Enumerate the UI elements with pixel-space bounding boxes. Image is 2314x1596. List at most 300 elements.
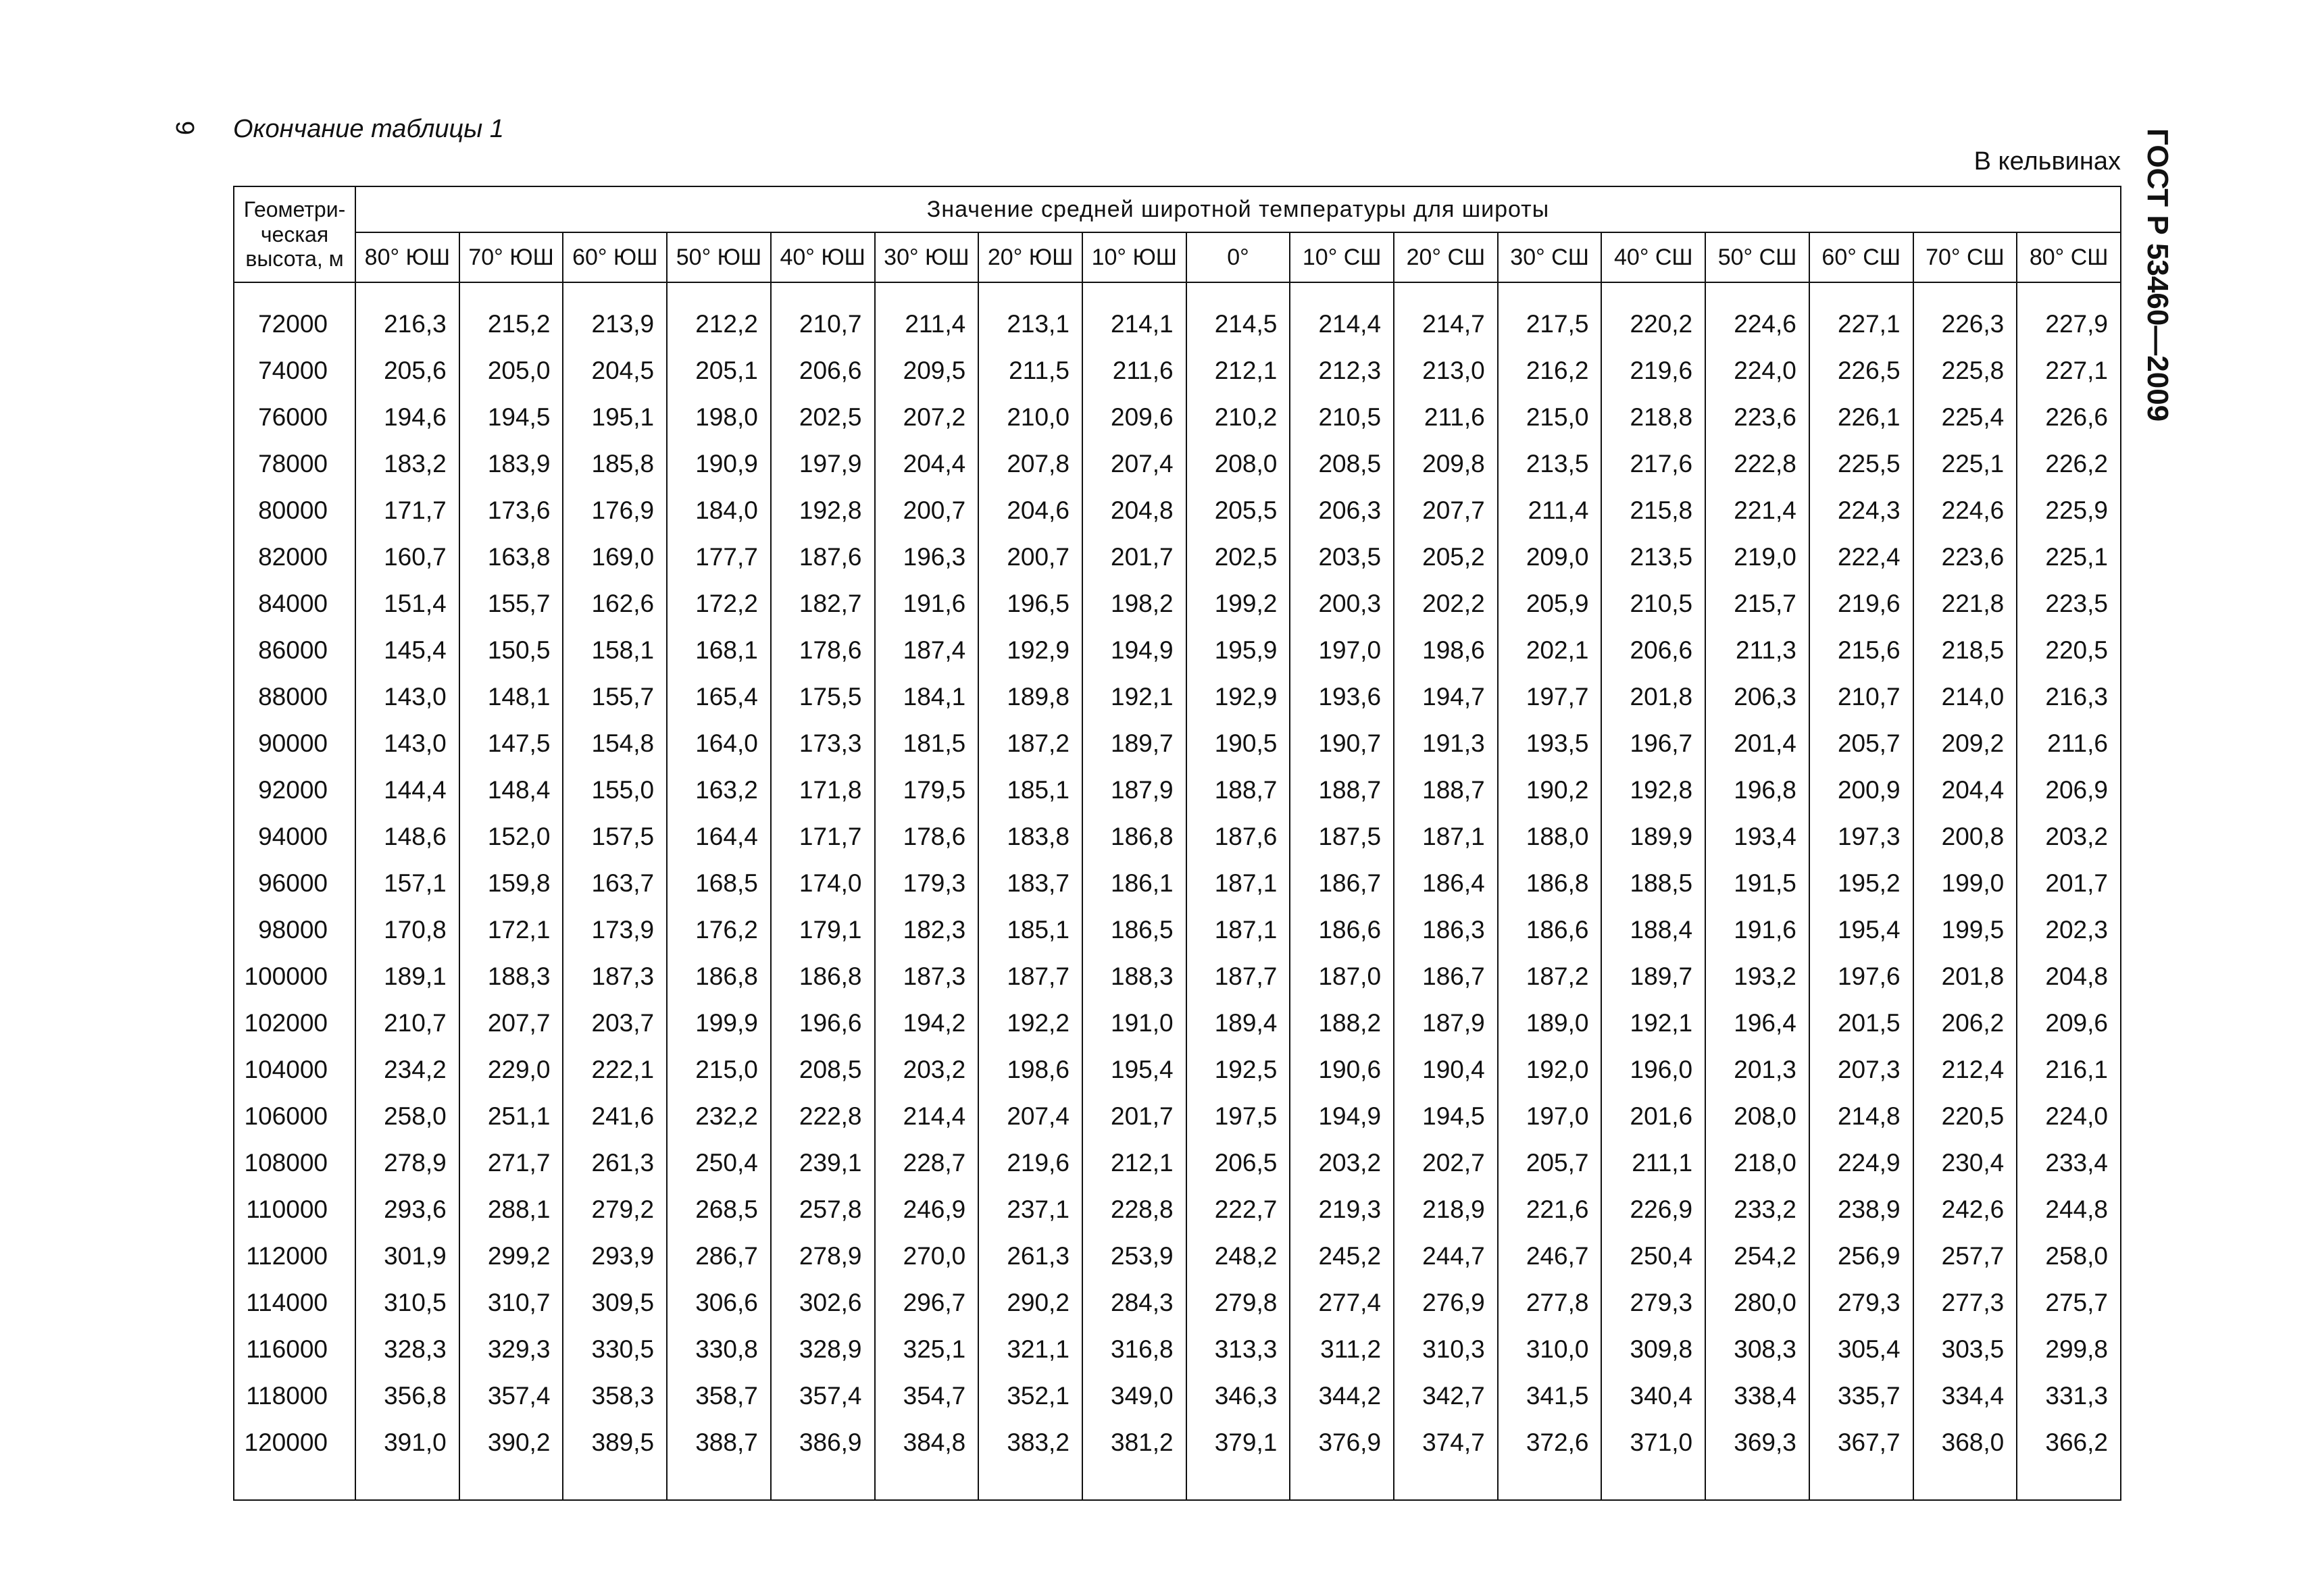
temperature-cell: 379,1 [1186,1419,1290,1466]
table-row [234,534,2121,580]
temperature-cell: 219,6 [1601,347,1705,394]
temperature-cell: 254,2 [1705,1233,1809,1279]
temperature-cell: 226,2 [2017,440,2121,487]
temperature-cell: 214,5 [1186,301,1290,347]
temperature-cell: 186,8 [771,953,875,1000]
spacer-cell [978,1466,1082,1500]
temperature-cell: 200,8 [1913,813,2017,860]
spacer-cell [1082,1466,1186,1500]
temperature-cell: 190,2 [1498,767,1602,813]
temperature-cell: 218,9 [1394,1186,1498,1233]
temperature-cell: 277,8 [1498,1279,1602,1326]
temperature-cell: 210,2 [1186,394,1290,440]
table-row [234,1000,2121,1046]
temperature-cell: 203,2 [875,1046,979,1093]
temperature-cell: 224,0 [1705,347,1809,394]
temperature-cell: 279,8 [1186,1279,1290,1326]
temperature-cell: 191,6 [875,580,979,627]
temperature-cell: 316,8 [1082,1326,1186,1372]
temperature-cell: 207,7 [459,1000,563,1046]
temperature-cell: 157,1 [355,860,459,906]
temperature-cell: 192,8 [771,487,875,534]
temperature-cell: 390,2 [459,1419,563,1466]
temperature-cell: 211,4 [875,301,979,347]
temperature-cell: 257,8 [771,1186,875,1233]
temperature-cell: 187,2 [978,720,1082,767]
temperature-cell: 205,7 [1498,1139,1602,1186]
temperature-cell: 150,5 [459,627,563,673]
temperature-cell: 155,0 [563,767,667,813]
latitude-header-row [234,232,2121,282]
temperature-cell: 219,0 [1705,534,1809,580]
temperature-cell: 232,2 [667,1093,771,1139]
temperature-cell: 338,4 [1705,1372,1809,1419]
temperature-cell: 211,6 [2017,720,2121,767]
temperature-cell: 171,7 [771,813,875,860]
height-cell: 114000 [234,1279,355,1326]
spacer-cell [875,282,979,301]
temperature-cell: 209,2 [1913,720,2017,767]
temperature-cell: 224,0 [2017,1093,2121,1139]
temperature-cell: 193,2 [1705,953,1809,1000]
temperature-cell: 158,1 [563,627,667,673]
temperature-cell: 201,3 [1705,1046,1809,1093]
temperature-cell: 334,4 [1913,1372,2017,1419]
temperature-cell: 218,0 [1705,1139,1809,1186]
temperature-cell: 215,8 [1601,487,1705,534]
temperature-cell: 182,3 [875,906,979,953]
table-row [234,301,2121,347]
latitude-header: 0° [1186,232,1290,282]
temperature-cell: 221,8 [1913,580,2017,627]
temperature-cell: 192,2 [978,1000,1082,1046]
temperature-cell: 293,6 [355,1186,459,1233]
temperature-cell: 205,6 [355,347,459,394]
temperature-cell: 196,7 [1601,720,1705,767]
temperature-cell: 202,3 [2017,906,2121,953]
temperature-cell: 183,7 [978,860,1082,906]
temperature-cell: 223,5 [2017,580,2121,627]
temperature-cell: 205,9 [1498,580,1602,627]
temperature-cell: 268,5 [667,1186,771,1233]
temperature-cell: 227,1 [1809,301,1913,347]
temperature-cell: 221,6 [1498,1186,1602,1233]
temperature-cell: 201,6 [1601,1093,1705,1139]
spacer-cell [1498,282,1602,301]
temperature-cell: 194,2 [875,1000,979,1046]
temperature-cell: 191,3 [1394,720,1498,767]
temperature-cell: 188,2 [1290,1000,1394,1046]
temperature-cell: 309,8 [1601,1326,1705,1372]
temperature-cell: 198,2 [1082,580,1186,627]
temperature-cell: 293,9 [563,1233,667,1279]
temperature-cell: 193,4 [1705,813,1809,860]
temperature-cell: 227,9 [2017,301,2121,347]
temperature-cell: 371,0 [1601,1419,1705,1466]
height-cell: 118000 [234,1372,355,1419]
temperature-cell: 187,3 [875,953,979,1000]
temperature-cell: 155,7 [563,673,667,720]
temperature-cell: 216,3 [355,301,459,347]
temperature-cell: 186,1 [1082,860,1186,906]
temperature-cell: 270,0 [875,1233,979,1279]
height-cell: 104000 [234,1046,355,1093]
temperature-cell: 187,7 [978,953,1082,1000]
temperature-cell: 187,6 [1186,813,1290,860]
temperature-cell: 310,5 [355,1279,459,1326]
temperature-cell: 204,5 [563,347,667,394]
temperature-cell: 308,3 [1705,1326,1809,1372]
temperature-cell: 210,7 [355,1000,459,1046]
temperature-cell: 233,4 [2017,1139,2121,1186]
temperature-cell: 208,5 [1290,440,1394,487]
temperature-cell: 277,3 [1913,1279,2017,1326]
temperature-cell: 194,6 [355,394,459,440]
temperature-cell: 208,0 [1705,1093,1809,1139]
temperature-cell: 202,5 [771,394,875,440]
temperature-cell: 386,9 [771,1419,875,1466]
latitude-header: 20° ЮШ [978,232,1082,282]
temperature-cell: 217,6 [1601,440,1705,487]
temperature-cell: 296,7 [875,1279,979,1326]
temperature-cell: 222,1 [563,1046,667,1093]
height-cell: 78000 [234,440,355,487]
height-cell: 100000 [234,953,355,1000]
temperature-cell: 310,0 [1498,1326,1602,1372]
table-row [234,1279,2121,1326]
height-cell: 102000 [234,1000,355,1046]
temperature-cell: 213,1 [978,301,1082,347]
table-row [234,860,2121,906]
spacer-cell [1186,282,1290,301]
temperature-cell: 203,2 [1290,1139,1394,1186]
temperature-cell: 214,7 [1394,301,1498,347]
temperature-cell: 186,6 [1498,906,1602,953]
temperature-cell: 313,3 [1186,1326,1290,1372]
temperature-cell: 328,3 [355,1326,459,1372]
temperature-cell: 188,5 [1601,860,1705,906]
temperature-cell: 173,9 [563,906,667,953]
height-cell: 76000 [234,394,355,440]
temperature-cell: 194,9 [1290,1093,1394,1139]
temperature-cell: 241,6 [563,1093,667,1139]
spacer-cell [1913,1466,2017,1500]
temperature-cell: 329,3 [459,1326,563,1372]
temperature-cell: 251,1 [459,1093,563,1139]
temperature-cell: 310,3 [1394,1326,1498,1372]
latitude-group-header: Значение средней широтной температуры для широты [355,186,2121,232]
table-row [234,1372,2121,1419]
height-cell: 120000 [234,1419,355,1466]
latitude-header: 80° СШ [2017,232,2121,282]
temperature-cell: 199,5 [1913,906,2017,953]
temperature-cell: 340,4 [1601,1372,1705,1419]
temperature-cell: 209,5 [875,347,979,394]
temperature-cell: 194,9 [1082,627,1186,673]
temperature-cell: 201,5 [1809,1000,1913,1046]
temperature-cell: 261,3 [978,1233,1082,1279]
temperature-cell: 227,1 [2017,347,2121,394]
table-row [234,347,2121,394]
spacer-cell [234,1466,355,1500]
temperature-cell: 191,5 [1705,860,1809,906]
temperature-cell: 188,0 [1498,813,1602,860]
temperature-cell: 330,8 [667,1326,771,1372]
temperature-cell: 352,1 [978,1372,1082,1419]
temperature-cell: 368,0 [1913,1419,2017,1466]
temperature-cell: 207,3 [1809,1046,1913,1093]
table-row [234,813,2121,860]
temperature-cell: 230,4 [1913,1139,2017,1186]
spacer-cell [771,1466,875,1500]
temperature-cell: 199,0 [1913,860,2017,906]
temperature-cell: 190,6 [1290,1046,1394,1093]
temperature-cell: 206,3 [1290,487,1394,534]
temperature-cell: 384,8 [875,1419,979,1466]
temperature-cell: 185,1 [978,767,1082,813]
spacer-cell [1601,1466,1705,1500]
latitude-header: 50° СШ [1705,232,1809,282]
temperature-cell: 187,7 [1186,953,1290,1000]
temperature-cell: 225,9 [2017,487,2121,534]
temperature-cell: 178,6 [875,813,979,860]
table-row [234,720,2121,767]
spacer-cell [1290,282,1394,301]
temperature-cell: 205,0 [459,347,563,394]
temperature-cell: 177,7 [667,534,771,580]
temperature-cell: 284,3 [1082,1279,1186,1326]
temperature-cell: 171,7 [355,487,459,534]
temperature-cell: 211,1 [1601,1139,1705,1186]
temperature-cell: 198,0 [667,394,771,440]
height-cell: 74000 [234,347,355,394]
temperature-cell: 194,5 [459,394,563,440]
temperature-cell: 278,9 [771,1233,875,1279]
temperature-cell: 183,8 [978,813,1082,860]
temperature-cell: 276,9 [1394,1279,1498,1326]
temperature-cell: 188,7 [1186,767,1290,813]
temperature-cell: 184,1 [875,673,979,720]
temperature-cell: 187,3 [563,953,667,1000]
temperature-cell: 233,2 [1705,1186,1809,1233]
temperature-cell: 181,5 [875,720,979,767]
height-cell: 88000 [234,673,355,720]
temperature-cell: 388,7 [667,1419,771,1466]
temperature-cell: 222,4 [1809,534,1913,580]
temperature-cell: 207,2 [875,394,979,440]
temperature-cell: 200,9 [1809,767,1913,813]
spacer-cell [667,1466,771,1500]
temperature-cell: 179,5 [875,767,979,813]
height-cell: 106000 [234,1093,355,1139]
table-row [234,580,2121,627]
table-body [234,282,2121,1500]
temperature-cell: 214,4 [1290,301,1394,347]
spacer-cell [771,282,875,301]
standard-code: ГОСТ Р 53460—2009 [2141,128,2174,422]
height-header-line: высота, м [245,247,344,272]
temperature-cell: 213,5 [1601,534,1705,580]
temperature-cell: 192,9 [1186,673,1290,720]
temperature-cell: 366,2 [2017,1419,2121,1466]
temperature-cell: 224,6 [1705,301,1809,347]
temperature-cell: 144,4 [355,767,459,813]
spacer-cell [1186,1466,1290,1500]
temperature-cell: 310,7 [459,1279,563,1326]
temperature-cell: 193,6 [1290,673,1394,720]
temperature-cell: 148,6 [355,813,459,860]
temperature-cell: 192,5 [1186,1046,1290,1093]
temperature-cell: 239,1 [771,1139,875,1186]
temperature-cell: 246,7 [1498,1233,1602,1279]
temperature-cell: 271,7 [459,1139,563,1186]
temperature-cell: 226,6 [2017,394,2121,440]
temperature-cell: 330,5 [563,1326,667,1372]
spacer-cell [2017,1466,2121,1500]
temperature-cell: 196,5 [978,580,1082,627]
temperature-cell: 189,7 [1082,720,1186,767]
spacer-cell [667,282,771,301]
temperature-cell: 194,5 [1394,1093,1498,1139]
temperature-cell: 145,4 [355,627,459,673]
temperature-cell: 186,5 [1082,906,1186,953]
temperature-cell: 219,6 [978,1139,1082,1186]
temperature-cell: 173,6 [459,487,563,534]
temperature-cell: 202,2 [1394,580,1498,627]
temperature-cell: 195,2 [1809,860,1913,906]
temperature-cell: 358,7 [667,1372,771,1419]
temperature-cell: 159,8 [459,860,563,906]
height-header-line: Геометри- [243,197,346,222]
temperature-cell: 172,2 [667,580,771,627]
temperature-cell: 207,4 [978,1093,1082,1139]
temperature-cell: 219,3 [1290,1186,1394,1233]
table-row [234,906,2121,953]
temperature-cell: 189,1 [355,953,459,1000]
temperature-cell: 189,4 [1186,1000,1290,1046]
temperature-cell: 148,4 [459,767,563,813]
temperature-cell: 209,6 [1082,394,1186,440]
temperature-cell: 356,8 [355,1372,459,1419]
temperature-cell: 187,5 [1290,813,1394,860]
temperature-cell: 245,2 [1290,1233,1394,1279]
spacer-cell [1498,1466,1602,1500]
temperature-cell: 279,2 [563,1186,667,1233]
table-row [234,1186,2121,1233]
temperature-cell: 206,5 [1186,1139,1290,1186]
spacer-cell [1809,282,1913,301]
temperature-cell: 165,4 [667,673,771,720]
temperature-cell: 223,6 [1705,394,1809,440]
temperature-cell: 331,3 [2017,1372,2121,1419]
temperature-cell: 163,7 [563,860,667,906]
temperature-cell: 187,0 [1290,953,1394,1000]
table-row [234,440,2121,487]
temperature-cell: 303,5 [1913,1326,2017,1372]
temperature-cell: 372,6 [1498,1419,1602,1466]
temperature-cell: 214,0 [1913,673,2017,720]
temperature-cell: 205,5 [1186,487,1290,534]
temperature-cell: 212,4 [1913,1046,2017,1093]
spacer-cell [459,1466,563,1500]
temperature-cell: 275,7 [2017,1279,2121,1326]
temperature-cell: 221,4 [1705,487,1809,534]
temperature-cell: 186,4 [1394,860,1498,906]
temperature-cell: 242,6 [1913,1186,2017,1233]
temperature-cell: 222,8 [1705,440,1809,487]
temperature-cell: 187,1 [1394,813,1498,860]
temperature-cell: 187,9 [1394,1000,1498,1046]
temperature-cell: 187,6 [771,534,875,580]
table-row [234,627,2121,673]
temperature-cell: 288,1 [459,1186,563,1233]
temperature-cell: 151,4 [355,580,459,627]
temperature-cell: 278,9 [355,1139,459,1186]
temperature-cell: 179,1 [771,906,875,953]
temperature-cell: 226,3 [1913,301,2017,347]
temperature-cell: 229,0 [459,1046,563,1093]
temperature-cell: 344,2 [1290,1372,1394,1419]
temperature-cell: 202,5 [1186,534,1290,580]
temperature-cell: 190,4 [1394,1046,1498,1093]
temperature-cell: 212,1 [1186,347,1290,394]
temperature-cell: 190,5 [1186,720,1290,767]
temperature-cell: 184,0 [667,487,771,534]
temperature-cell: 186,8 [1082,813,1186,860]
height-cell: 80000 [234,487,355,534]
temperature-cell: 197,5 [1186,1093,1290,1139]
temperature-cell: 210,5 [1601,580,1705,627]
temperature-cell: 349,0 [1082,1372,1186,1419]
temperature-cell: 186,8 [1498,860,1602,906]
spacer-cell [1394,282,1498,301]
temperature-cell: 170,8 [355,906,459,953]
temperature-cell: 299,8 [2017,1326,2121,1372]
temperature-cell: 205,1 [667,347,771,394]
temperature-cell: 381,2 [1082,1419,1186,1466]
temperature-cell: 299,2 [459,1233,563,1279]
table-row [234,1326,2121,1372]
temperature-cell: 204,8 [1082,487,1186,534]
height-cell: 98000 [234,906,355,953]
temperature-cell: 148,1 [459,673,563,720]
temperature-cell: 234,2 [355,1046,459,1093]
temperature-cell: 189,0 [1498,1000,1602,1046]
temperature-cell: 196,8 [1705,767,1809,813]
spacer-cell [1290,1466,1394,1500]
temperature-cell: 217,5 [1498,301,1602,347]
height-header-line: ческая [260,222,329,247]
temperature-cell: 206,6 [771,347,875,394]
temperature-cell: 172,1 [459,906,563,953]
temperature-cell: 328,9 [771,1326,875,1372]
temperature-cell: 342,7 [1394,1372,1498,1419]
temperature-cell: 190,9 [667,440,771,487]
temperature-cell: 187,1 [1186,860,1290,906]
temperature-cell: 246,9 [875,1186,979,1233]
temperature-cell: 220,5 [2017,627,2121,673]
temperature-cell: 196,0 [1601,1046,1705,1093]
temperature-cell: 357,4 [459,1372,563,1419]
table-row [234,673,2121,720]
spacer-cell [1601,282,1705,301]
temperature-cell: 195,4 [1809,906,1913,953]
height-cell: 116000 [234,1326,355,1372]
temperature-cell: 204,6 [978,487,1082,534]
temperature-cell: 383,2 [978,1419,1082,1466]
temperature-cell: 215,2 [459,301,563,347]
temperature-cell: 218,5 [1913,627,2017,673]
